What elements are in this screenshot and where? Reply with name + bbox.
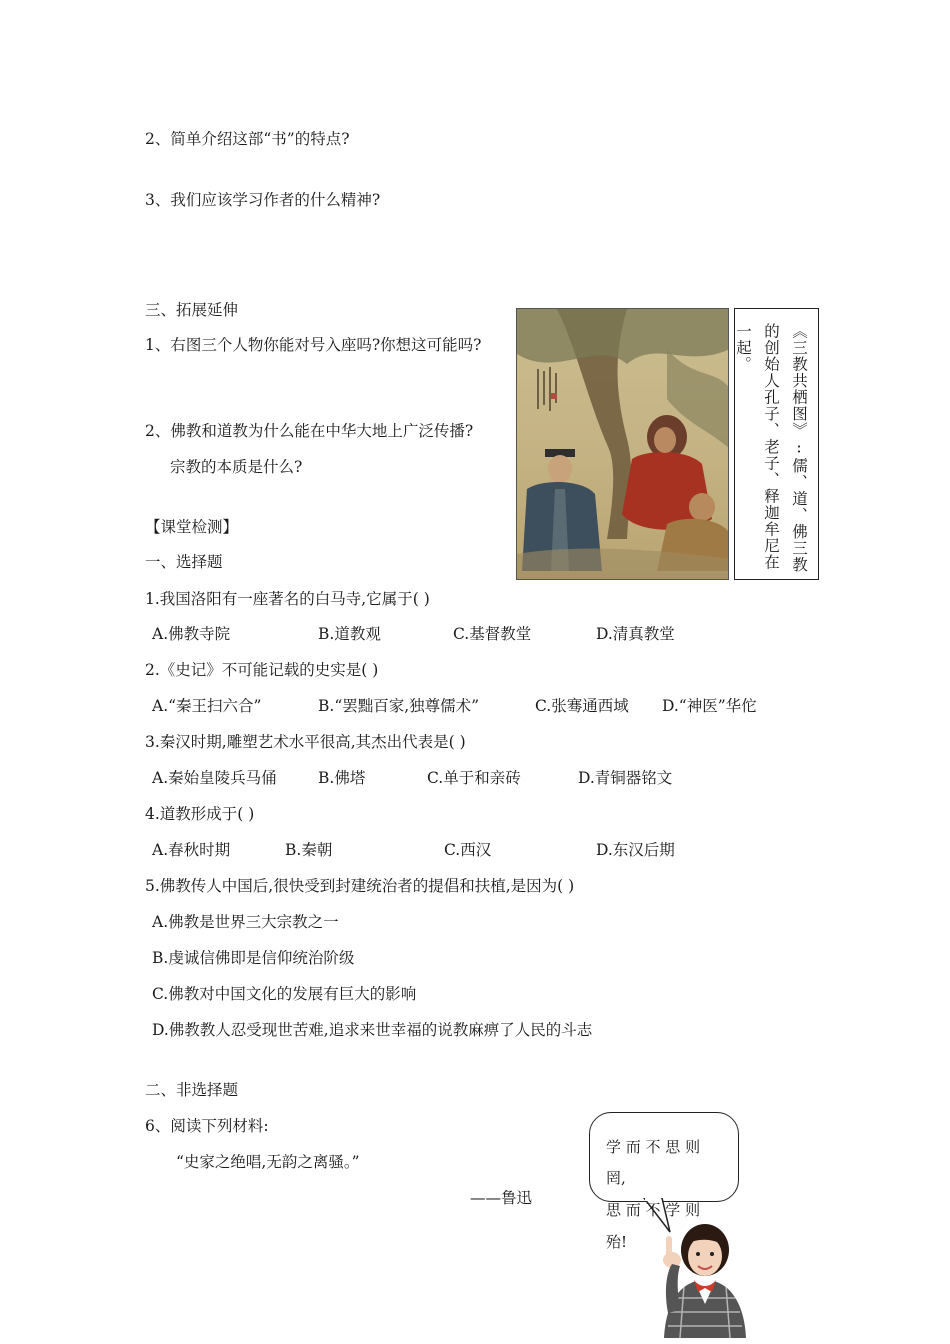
caption-column-1: 《三教共栖图》:儒、道、佛三教 — [790, 323, 808, 573]
question-6: 6、阅读下列材料: — [145, 1117, 269, 1135]
q2-option-b: B.“罢黜百家,独尊儒术” — [318, 697, 480, 715]
lu-xun-quote: “史家之绝唱,无韵之离骚。” — [176, 1153, 360, 1171]
speech-bubble — [589, 1112, 739, 1202]
painting-caption — [734, 308, 819, 580]
three-teachings-painting — [516, 308, 729, 580]
mc-question-5: 5.佛教传人中国后,很快受到封建统治者的提倡和扶植,是因为( ) — [145, 877, 575, 895]
q2-option-d: D.“神医”华佗 — [662, 697, 757, 715]
q1-option-d: D.清真教堂 — [596, 625, 675, 643]
girl-illustration — [650, 1218, 760, 1338]
classroom-check-heading: 【课堂检测】 — [145, 518, 239, 536]
section-multiple-choice: 一、选择题 — [145, 553, 223, 571]
q5-option-c: C.佛教对中国文化的发展有巨大的影响 — [152, 985, 417, 1003]
extension-question-2-sub: 宗教的本质是什么? — [170, 458, 303, 476]
q4-option-a: A.春秋时期 — [152, 841, 231, 859]
q3-option-a: A.秦始皇陵兵马俑 — [152, 769, 277, 787]
bubble-line-4: 殆! — [606, 1233, 628, 1251]
q3-option-b: B.佛塔 — [318, 769, 366, 787]
q4-option-d: D.东汉后期 — [596, 841, 675, 859]
q1-option-c: C.基督教堂 — [453, 625, 532, 643]
mc-question-4: 4.道教形成于( ) — [145, 805, 255, 823]
q1-option-b: B.道教观 — [318, 625, 381, 643]
mc-question-1: 1.我国洛阳有一座著名的白马寺,它属于( ) — [145, 590, 430, 608]
q1-option-a: A.佛教寺院 — [152, 625, 231, 643]
q4-option-b: B.秦朝 — [285, 841, 333, 859]
question-2-book-features: 2、简单介绍这部“书”的特点? — [145, 130, 350, 148]
extension-question-2: 2、佛教和道教为什么能在中华大地上广泛传播? — [145, 422, 474, 440]
q5-option-b: B.虔诚信佛即是信仰统治阶级 — [152, 949, 355, 967]
mc-question-2: 2.《史记》不可能记载的史实是( ) — [145, 661, 379, 679]
q5-option-a: A.佛教是世界三大宗教之一 — [152, 913, 339, 931]
q4-option-c: C.西汉 — [444, 841, 492, 859]
mc-question-3: 3.秦汉时期,雕塑艺术水平很高,其杰出代表是( ) — [145, 733, 466, 751]
extension-question-1: 1、右图三个人物你能对号入座吗?你想这可能吗? — [145, 336, 482, 354]
section-non-choice: 二、非选择题 — [145, 1081, 239, 1099]
q2-option-a: A.“秦王扫六合” — [152, 697, 262, 715]
q5-option-d: D.佛教教人忍受现世苦难,追求来世幸福的说教麻痹了人民的斗志 — [152, 1021, 593, 1039]
bubble-line-2: 罔, — [606, 1169, 626, 1187]
bubble-line-1: 学 而 不 思 则 — [606, 1138, 701, 1156]
question-3-author-spirit: 3、我们应该学习作者的什么精神? — [145, 191, 381, 209]
caption-column-3: 一起。 — [734, 323, 752, 373]
q2-option-c: C.张骞通西域 — [535, 697, 629, 715]
extension-heading: 三、拓展延伸 — [145, 301, 239, 319]
quote-attribution: ——鲁迅 — [470, 1189, 533, 1207]
bubble-line-3: 思 而 不 学 则 — [606, 1201, 701, 1219]
q3-option-c: C.单于和亲砖 — [427, 769, 521, 787]
caption-column-2: 的创始人孔子、老子、释迦牟尼在 — [762, 323, 780, 571]
painting-illustration — [517, 309, 729, 580]
q3-option-d: D.青铜器铭文 — [578, 769, 673, 787]
